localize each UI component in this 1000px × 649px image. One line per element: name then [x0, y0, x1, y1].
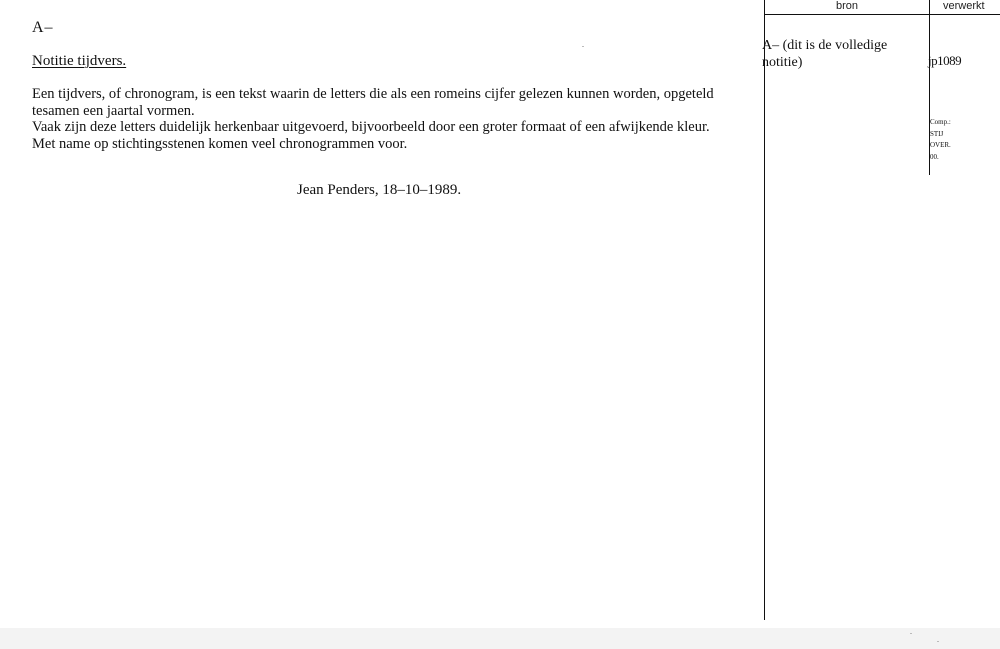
bron-note	[762, 37, 927, 71]
body-line: Vaak zijn deze letters duidelijk herkenbaar uitgevoerd, bijvoorbeeld door een groter formaat of een afwijkende kleur.	[32, 119, 710, 135]
comp-line: STIJ	[930, 129, 944, 138]
column-header-rule	[764, 14, 1000, 15]
scan-speck	[910, 633, 912, 634]
comp-line: OVER.	[930, 141, 951, 149]
body-line: Een tijdvers, of chronogram, is een tekst waarin de letters die als een romeins cijfer gelezen kunnen worden, opgeteld	[32, 86, 714, 102]
document-marker: A–	[32, 19, 54, 36]
body-line: tesamen een jaartal vormen.	[32, 102, 195, 119]
scan-bottom-margin	[0, 628, 1000, 649]
comp-line: Comp.:	[930, 118, 951, 126]
bron-column-header: bron	[836, 0, 859, 12]
verwerkt-column-header: verwerkt	[943, 0, 985, 12]
body-line: Met name op stichtingsstenen komen veel chronogrammen voor.	[32, 135, 408, 152]
bron-column-divider	[764, 0, 765, 620]
comp-stamp	[930, 117, 951, 163]
scan-speck	[937, 641, 939, 642]
document-body	[32, 86, 757, 152]
bron-note-line: notitie)	[762, 55, 803, 70]
signature: Jean Penders, 18–10–1989.	[297, 182, 462, 198]
reference-code: jp1089	[928, 53, 962, 68]
scan-speck	[582, 46, 584, 47]
document-heading: Notitie tijdvers.	[32, 53, 127, 69]
bron-note-line: A– (dit is de volledige	[762, 38, 888, 53]
comp-line: 00.	[930, 152, 939, 161]
